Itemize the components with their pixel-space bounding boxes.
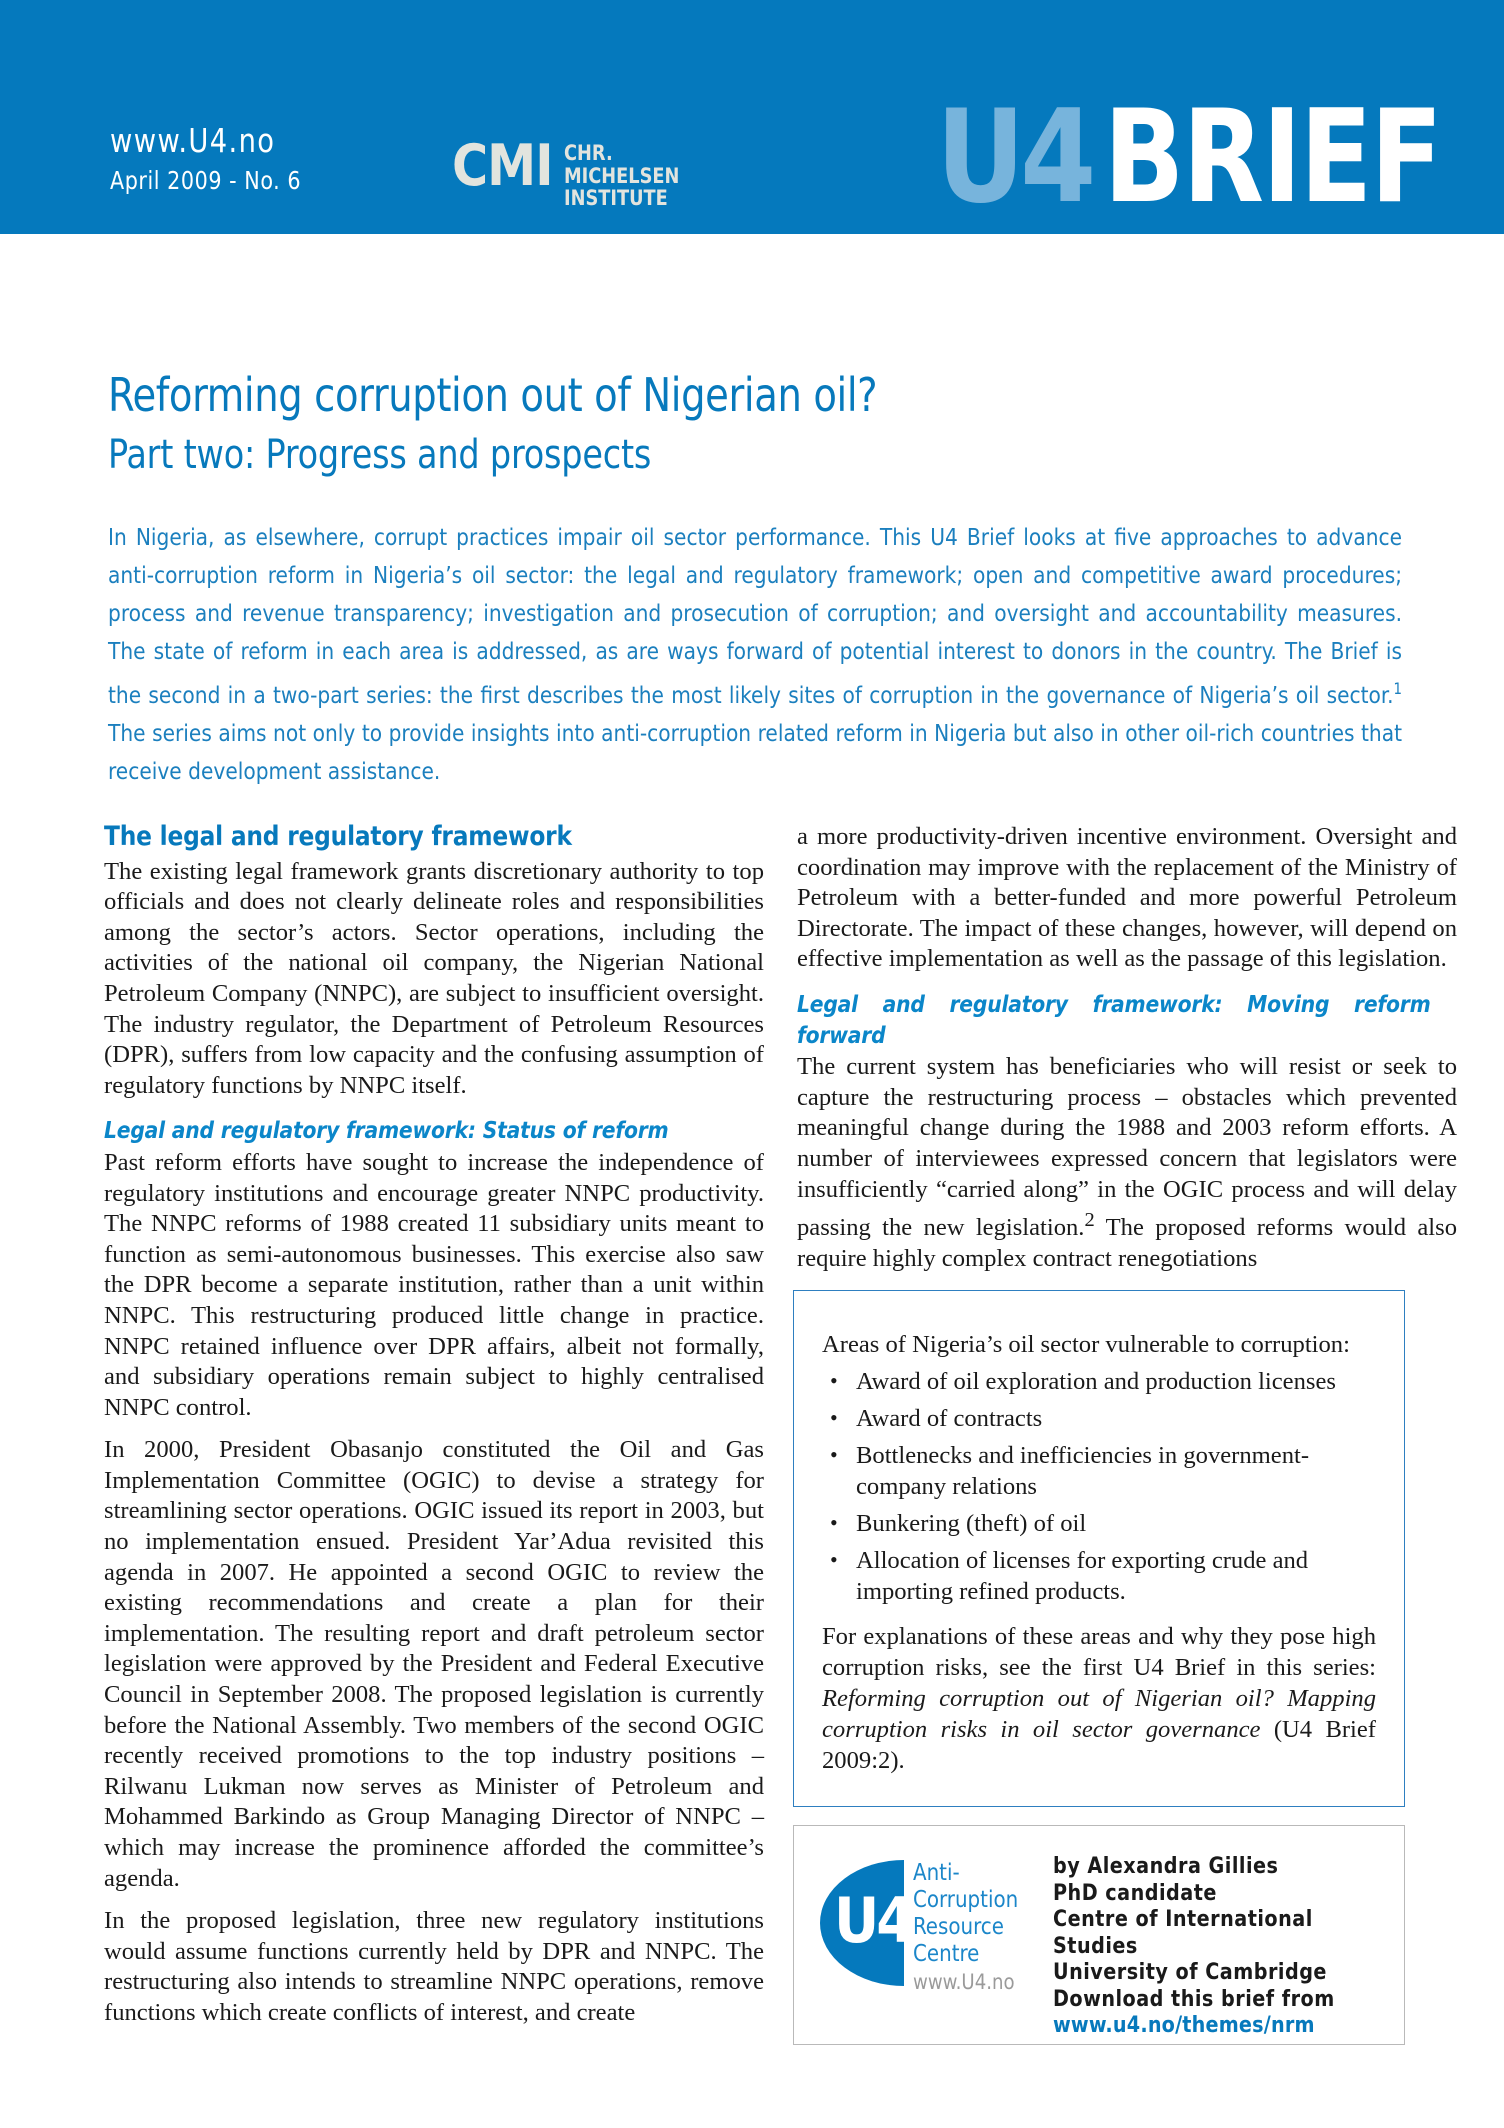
u4-logo-word-line-1: Anti- — [913, 1860, 960, 1886]
vulnerable-areas-list — [822, 1366, 1376, 1607]
box-outro-post: (U4 Brief 2009:2). — [822, 1716, 1377, 1774]
abstract-text-part1: In Nigeria, as elsewhere, corrupt practices impair oil sector performance. This U4 Brief looks at five approaches to advance anti-corruption reform in Nigeria’s oil sector: the legal and regulatory framework; open and competitive award procedures; process and revenue transparency; investigation and prosecution of corruption; and oversight and accountability measures. The state of reform in each area is addressed, as are ways forward of potential interest to donors in the country. The Brief is the second in a two-part series: the first describes the most likely sites of corruption in the governance of Nigeria’s oil sector. — [108, 523, 1403, 709]
abstract-text-part2: The series aims not only to provide insights into anti-corruption related reform in Nigeria but also in other oil-rich countries that receive development assistance. — [108, 718, 1403, 785]
author-affiliation-line-2: Studies — [1052, 1933, 1138, 1959]
subheading-moving-reform-forward: Legal and regulatory framework: Moving reform forward — [797, 989, 1431, 1049]
box-intro-text: Areas of Nigeria’s oil sector vulnerable to corruption: — [822, 1331, 1350, 1358]
download-label: Download this brief from — [1052, 1986, 1335, 2012]
left-paragraph-1: The existing legal framework grants discretionary authority to top officials and does not clearly delineate roles and responsibilities among the sector’s actors. Sector operations, including the activities of the national oil company, the Nigerian National Petroleum Company (NNPC), are subject to insufficient oversight. The industry regulator, the Department of Petroleum Resources (DPR), suffers from low capacity and the confusing assumption of regulatory functions by NNPC itself. — [104, 857, 764, 1099]
author-affiliation-line-1: Centre of International — [1052, 1907, 1313, 1932]
u4-logo-word-line-3: Resource — [913, 1914, 1004, 1940]
author-credit-box — [793, 1825, 1405, 2045]
list-item: • Award of contracts — [822, 1403, 1376, 1434]
vulnerable-areas-box — [793, 1290, 1405, 1807]
author-name: by Alexandra Gillies — [1052, 1854, 1279, 1879]
right-paragraph-2-part-a: The current system has beneficiaries who will resist or seek to capture the restructuring process – obstacles which prevented meaningful change during the 1988 and 2003 reform efforts. A number of interviewees expressed concern that legislators were insufficiently “carried along” in the OGIC process and will delay passing the new legislation. — [797, 1053, 1457, 1242]
author-details — [1053, 1854, 1335, 2040]
left-paragraph-3: In 2000, President Obasanjo constituted the Oil and Gas Implementation Committee (OGIC) to devise a strategy for streamlining sector operations. OGIC issued its report in 2003, but no implementation ensued. President Yar’Adua revisited this agenda in 2007. He appointed a second OGIC to review the existing recommendations and create a plan for their implementation. The resulting report and draft petroleum sector legislation were approved by the President and Federal Executive Council in September 2008. The proposed legislation is currently before the National Assembly. Two members of the second OGIC recently received promotions to the top industry positions – Rilwanu Lukman now serves as Minister of Petroleum and Mohammed Barkindo as Group Managing Director of NNPC – which may increase the prominence afforded the committee’s agenda. — [104, 1436, 764, 1892]
header-band — [0, 0, 1504, 234]
right-paragraph-2-part-b: The proposed reforms would also require highly complex contract renegotiations — [797, 1214, 1458, 1272]
cmi-line-2: MICHELSEN — [563, 163, 680, 188]
download-url-link[interactable]: www.u4.no/themes/nrm — [1052, 2013, 1315, 2038]
u4-logo-glyph: U4 — [834, 1884, 913, 1957]
subheading-status-of-reform: Legal and regulatory framework: Status of reform — [104, 1116, 669, 1145]
box-outro-text — [822, 1621, 1376, 1776]
header-left-block — [110, 122, 318, 195]
left-paragraph-4: In the proposed legislation, three new regulatory institutions would assume functions currently held by DPR and NNPC. The restructuring also intends to streamline NNPC operations, remove functions which create conflicts of interest, and create — [104, 1907, 764, 2026]
left-column — [104, 822, 764, 2029]
abstract-paragraph — [108, 518, 1402, 790]
masthead-brief: BRIEF — [1104, 83, 1442, 232]
box-outro-pre: For explanations of these areas and why they pose high corruption risks, see the first U4 Brief in this series: — [822, 1623, 1376, 1681]
page-title: Reforming corruption out of Nigerian oil? — [108, 368, 878, 422]
site-url[interactable]: www.U4.no — [110, 121, 276, 160]
right-paragraph-1: a more productivity-driven incentive environment. Oversight and coordination may improve with the replacement of the Ministry of Petroleum with a better-funded and more powerful Petroleum Directorate. The impact of these changes, however, will depend on effective implementation as well as the passage of this legislation. — [797, 823, 1457, 973]
u4-brief-masthead — [932, 83, 1456, 232]
cmi-line-1: CHR. — [563, 141, 613, 165]
footnote-marker-1: 1 — [1393, 680, 1403, 698]
list-item: • Bottlenecks and inefficiencies in government-company relations — [822, 1440, 1376, 1502]
u4-logo-word-line-4: Centre — [913, 1941, 980, 1967]
author-affiliation-line-3: University of Cambridge — [1052, 1960, 1327, 1985]
cmi-line-3: INSTITUTE — [563, 186, 668, 211]
box-outro-citation-title: Reforming corruption out of Nigerian oil? Mapping corruption risks in oil sector governance — [822, 1685, 1376, 1743]
section-heading-legal-framework: The legal and regulatory framework — [104, 821, 572, 852]
u4-logo-wordmark — [913, 1860, 1018, 1996]
u4-logo-word-line-2: Corruption — [913, 1887, 1019, 1913]
right-column — [797, 822, 1457, 1275]
list-item: • Award of oil exploration and production licenses — [822, 1366, 1376, 1397]
right-paragraph-2 — [797, 1052, 1457, 1274]
u4-logo-url: www.U4.no — [913, 1970, 1015, 1994]
cmi-logo — [452, 133, 687, 211]
cmi-logo-mark: CMI — [452, 133, 553, 199]
list-item: • Bunkering (theft) of oil — [822, 1508, 1376, 1539]
list-item: • Allocation of licenses for exporting crude and importing refined products. — [822, 1545, 1376, 1607]
left-paragraph-2: Past reform efforts have sought to increase the independence of regulatory institutions and encourage greater NNPC productivity. The NNPC reforms of 1988 created 11 subsidiary units meant to function as semi-autonomous businesses. This exercise also saw the DPR become a separate institution, rather than a unit within NNPC. This restructuring produced little change in practice. NNPC retained influence over DPR affairs, albeit not formally, and subsidiary operations remain subject to highly centralised NNPC control. — [104, 1148, 764, 1421]
u4-logo-mark — [820, 1860, 913, 1986]
footnote-marker-2: 2 — [1084, 1209, 1095, 1232]
u4-resource-centre-logo — [820, 1860, 1023, 1996]
issue-label: April 2009 - No. 6 — [110, 165, 302, 195]
page-subtitle: Part two: Progress and prospects — [108, 432, 652, 478]
masthead-u4: U4 — [935, 83, 1092, 232]
author-role: PhD candidate — [1052, 1880, 1217, 1906]
cmi-logo-wordmark — [564, 142, 679, 210]
